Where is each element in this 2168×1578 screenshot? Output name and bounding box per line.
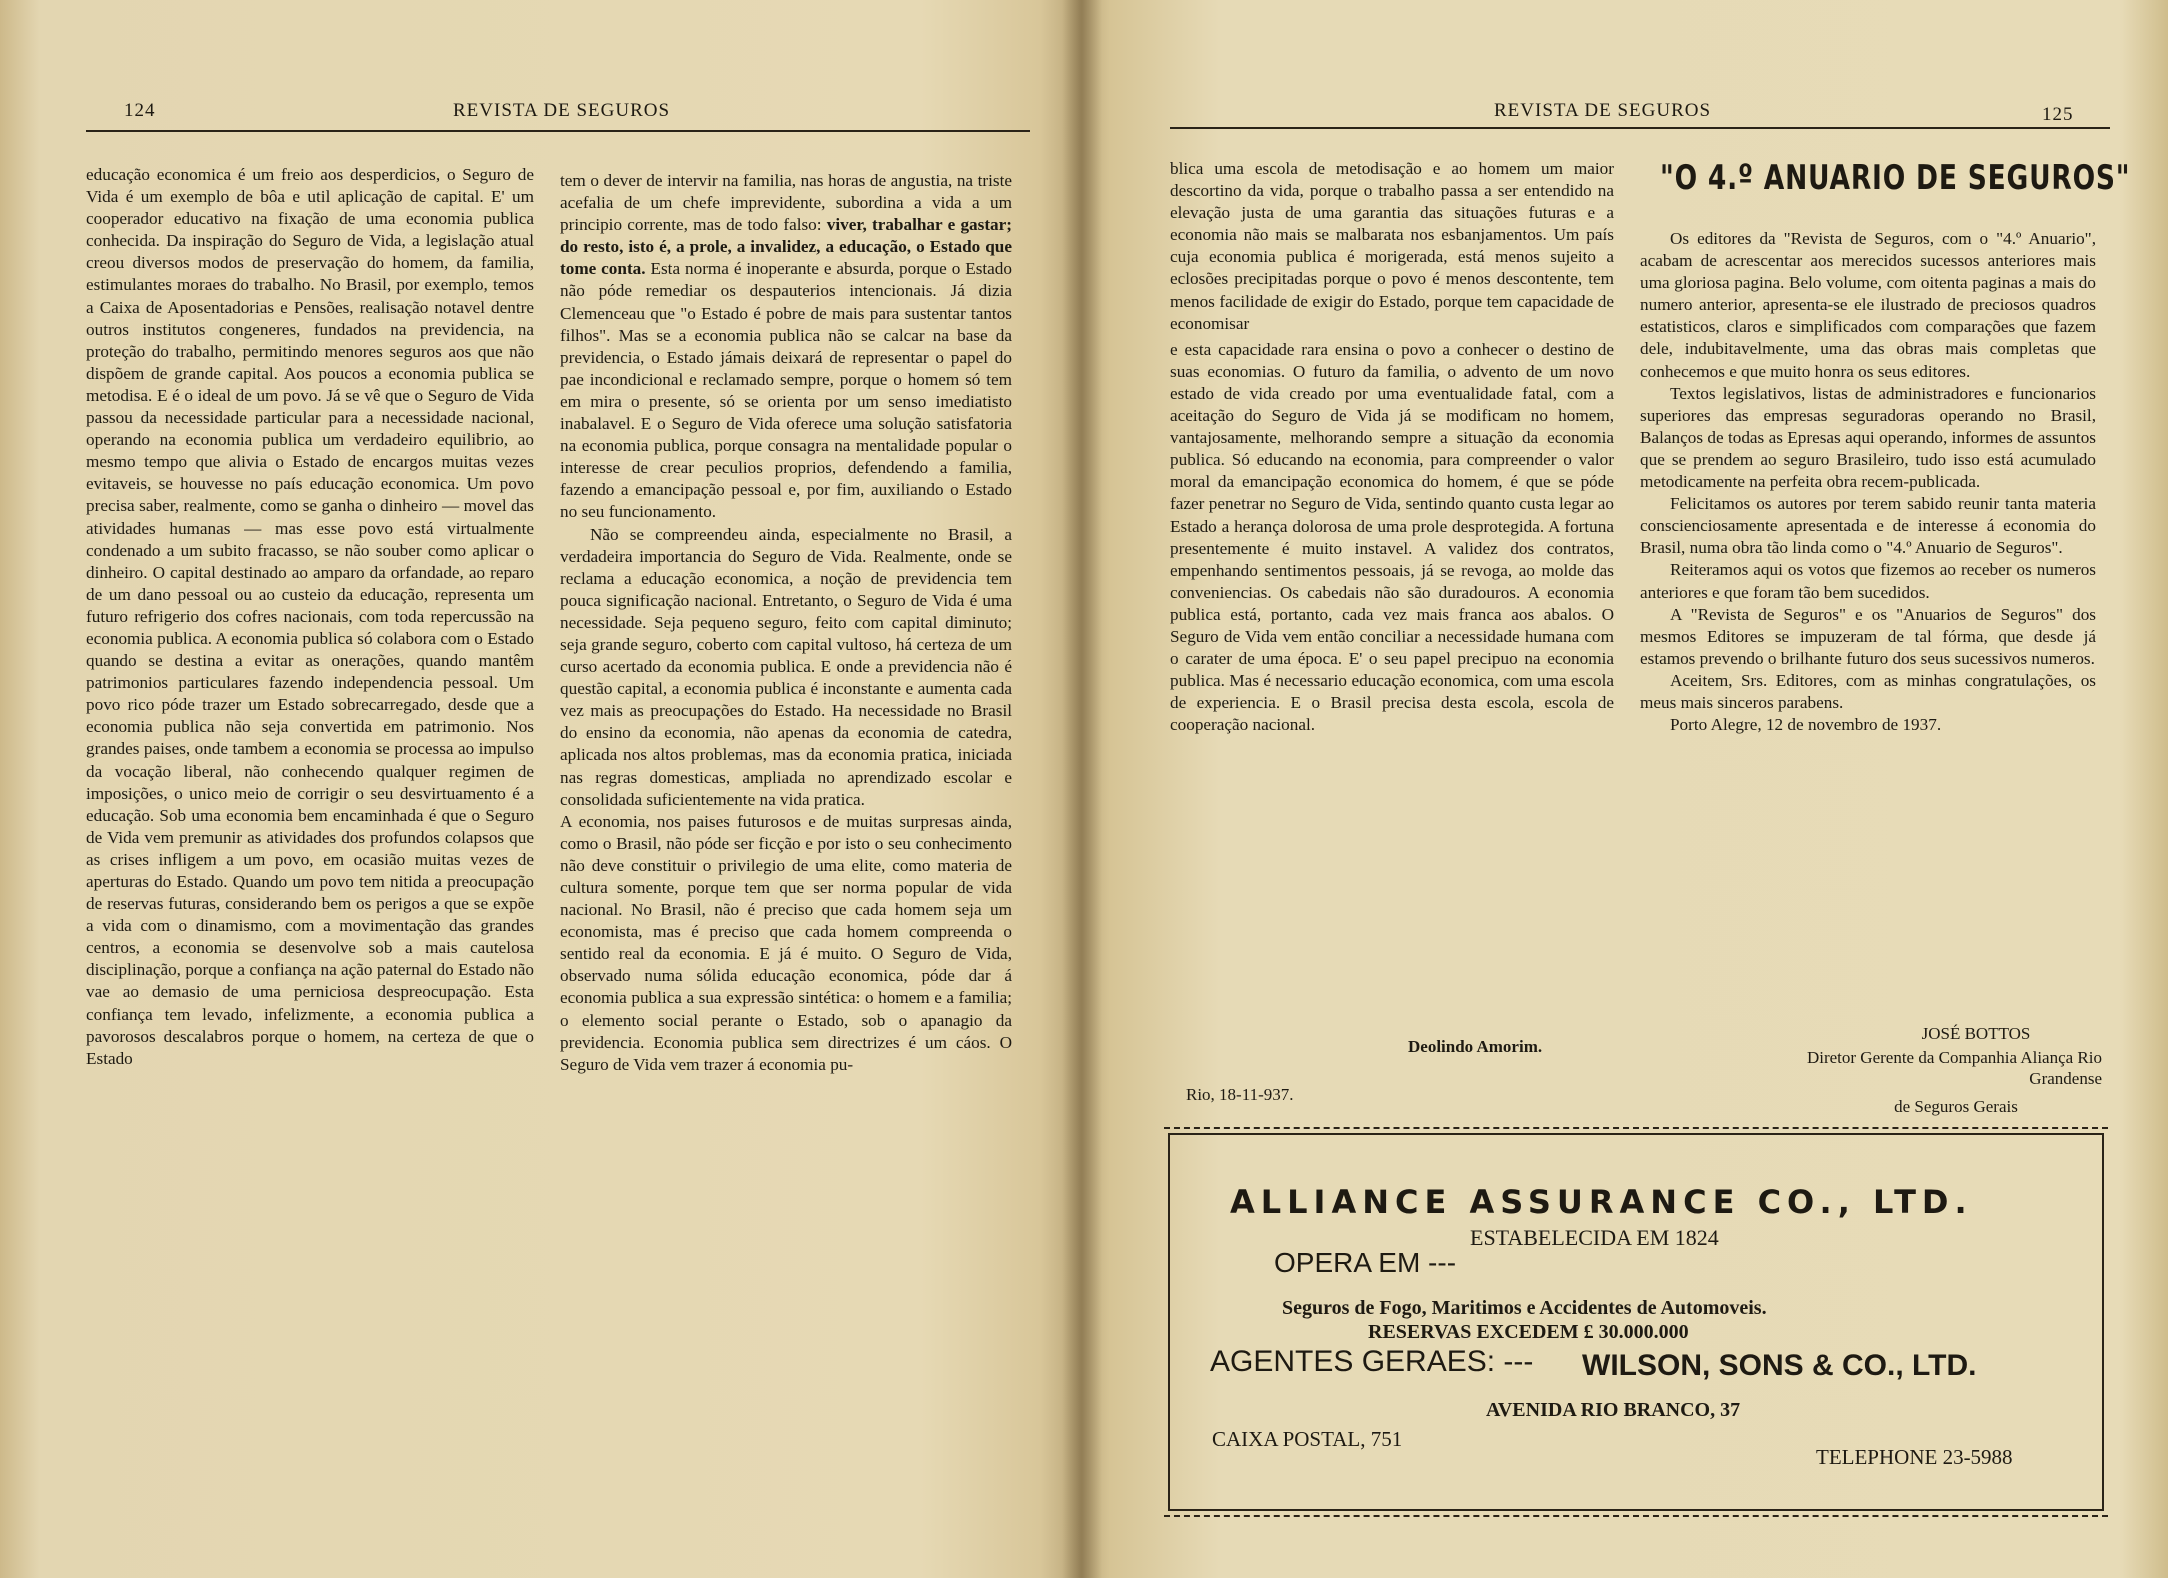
running-head: REVISTA DE SEGUROS	[453, 100, 671, 121]
paragraph: educação economica é um freio aos desperdicios, o Seguro de Vida é um exemplo de bôa e util aplicação de capital. E' um cooperador educativo na fixação de uma economia publica conhecida. Da inspiração do Seguro de Vida, a legislação atual creou diversos modos de preservação do homem, da familia, estimulantes moraes do trabalho. No Brasil, por exemplo, temos a Caixa de Aposentadorias e Pensões, realisação notavel dentre outros institutos congeneres, fundados na previdencia, na proteção do trabalho, permitindo menores seguros aos que não dispõem de grande capital. Aos poucos a economia publica se metodisa. E é o ideal de um povo. Já se vê que o Seguro de Vida passou da necessidade particular para a necessidade nacional, operando na economia publica um verdadeiro equilibrio, ao mesmo tempo que alivia o Estado de encargos muitas vezes evitaveis, se houvesse no país educação economica. Um povo precisa saber, realmente, como se ganha o dinheiro — movel das atividades humanas — mas esse povo está virtualmente condenado a um subito fracasso, se não souber como aplicar o dinheiro. O capital destinado ao amparo da orfandade, ao reparo de um dano pessoal ou ao custeio da educação, representa um futuro refrigerio dos cofres nacionais, com toda repercussão na economia publica. A economia publica só colabora com o Estado quando se destina a evitar as onerações, quando mantêm patrimonios particulares fazendo independencia pessoal. Um povo rico póde trazer um Estado sobrecarregado, desde que a economia publica não seja convertida em patrimonio. Nos grandes paises, onde tambem a economia se processa ao impulso da vocação liberal, não conhecendo qualquer regimen de imposições, o unico meio de corrigir o seu desvirtuamento é a educação. Sob uma economia bem encaminhada é que o Seguro de Vida vem premunir as atividades dos profundos colapsos que as crises infligem a um povo, em ocasião muitas vezes de aperturas do Estado. Quando um povo tem nitida a preocupação de reservas futuras, considerando bem os perigos a que se expõe a vida com o dinamismo, com a movimentação das grandes centros, a economia se desenvolve sob a mais cautelosa disciplinação, porque a confiança na ação paternal do Estado não vae ao demasio de uma perniciosa despreocupação. Esta confiança tem levado, infelizmente, a economia publica a pavorosos descalabros porque o homem, na certeza de que o Estado	[86, 165, 534, 1068]
right-column-1	[1170, 158, 1614, 736]
ad-company: ALLIANCE ASSURANCE CO., LTD.	[1230, 1183, 1973, 1221]
text-run: tem o dever de intervir na familia, nas horas de angustia, na triste acefalia de um chefe imprevidente, subordina a vida a um principio corrente, mas de todo falso:	[560, 171, 1012, 235]
page-number: 124	[124, 100, 156, 121]
paragraph: Porto Alegre, 12 de novembro de 1937.	[1670, 715, 1942, 735]
closing-title: Diretor Gerente da Companhia Aliança Rio Grandense	[1806, 1048, 2102, 1088]
article-title: "O 4.º ANUARIO DE SEGUROS"	[1660, 158, 2131, 198]
ad-address: AVENIDA RIO BRANCO, 37	[1486, 1399, 1741, 1421]
paragraph: Aceitem, Srs. Editores, com as minhas congratulações, os meus mais sinceros parabens.	[1640, 670, 2096, 712]
paragraph: Textos legislativos, listas de administradores e funcionarios superiores das empresas seguradoras operando no Brasil, Balanços de todas as Epresas aqui operando, informes de assuntos que se prendem ao seguro Brasileiro, tudo isso está acumulado metodicamente na perfeita obra recem-publicada.	[1640, 383, 2096, 492]
left-column-2	[560, 170, 1012, 1076]
header-rule	[1170, 127, 2110, 129]
ad-border-top	[1164, 1127, 2108, 1129]
ad-reserves: RESERVAS EXCEDEM £ 30.000.000	[1368, 1321, 1689, 1343]
paragraph: Não se compreendeu ainda, especialmente no Brasil, a verdadeira importancia do Seguro de Vida. Realmente, onde se reclama a educação economica, a noção de previdencia tem pouca significação nacional. Entretanto, o Seguro de Vida é uma necessidade. Seja pequeno seguro, feito com capital diminuto; seja grande seguro, coberto com capital vultoso, há certeza de um curso acertado da economia publica. E onde a previdencia não é questão capital, a economia publica é inconstante e aumenta cada vez mais as preocupações do Estado. Ha necessidade no Brasil do ensino da economia, não apenas da economia de catedra, aplicada nos altos problemas, mas da economia pratica, iniciada nas regras domesticas, ampliada no aprendizado escolar e consolidada suficientemente na vida pratica.	[560, 524, 1012, 809]
paragraph: Reiteramos aqui os votos que fizemos ao receber os numeros anteriores e que foram tão bem sucedidos.	[1640, 560, 2096, 602]
ad-agents-name: WILSON, SONS & CO., LTD.	[1582, 1349, 1977, 1382]
paragraph: Os editores da "Revista de Seguros, com o "4.º Anuario", acabam de acrescentar aos merecidos sucessos anteriores mais uma gloriosa pagina. Belo volume, com oitenta paginas a mais do numero anterior, apresenta-se ele ilustrado de preciosos quadros estatisticos, claros e simplificados com comparações que fazem dele, indubitavelmente, uma das obras mais completas que conhecemos e que muito honra os seus editores.	[1640, 229, 2096, 381]
header-rule	[86, 130, 1030, 132]
ad-po-box: CAIXA POSTAL, 751	[1212, 1427, 1403, 1451]
text-run: Esta norma é inoperante e absurda, porque o Estado não póde remediar os despauterios intencionais. Já dizia Clemenceau que "o Estado é pobre de mais para sustentar tantos filhos". Mas se a economia publica não se calcar na base da previdencia, o Estado jámais deixará de representar o papel do pae incondicional e reclamado sempre, porque o homem só tem em mira o presente, só se orienta por um senso imediatisto inabalavel. E o Seguro de Vida oferece uma solução satisfatoria na economia publica, porque consagra na mentalidade popular o interesse de crear peculios proprios, defendendo a familia, fazendo a emancipação pessoal e, por fim, auxiliando o Estado no seu funcionamento.	[560, 259, 1012, 522]
ad-business-lines: Seguros de Fogo, Maritimos e Accidentes de Automoveis.	[1282, 1297, 1767, 1319]
closing-company: de Seguros Gerais	[1894, 1097, 2018, 1116]
left-column-1	[86, 164, 534, 1070]
paragraph: A "Revista de Seguros" e os "Anuarios de Seguros" dos mesmos Editores se impuzeram de tal fórma, que desde já estamos prevendo o brilhante futuro dos seus sucessivos numeros.	[1640, 604, 2096, 668]
ad-telephone: TELEPHONE 23-5988	[1816, 1445, 2013, 1469]
book-gutter	[1062, 0, 1102, 1578]
ad-established: ESTABELECIDA EM 1824	[1470, 1225, 1719, 1250]
right-column-2	[1640, 228, 2096, 736]
emphasis-text: viver, trabalhar e gastar; do resto, isto é, a prole, a invalidez, a educação, o Estado que tome conta.	[560, 215, 1012, 279]
advertisement	[1168, 1133, 2104, 1511]
paragraph: A economia, nos paises futurosos e de muitas surpresas ainda, como o Brasil, não póde ser ficção e por isto o seu conhecimento não deve constituir o privilegio de uma elite, como materia de cultura somente, porque tem que ser norma popular de vida nacional. No Brasil, não é preciso que cada homem seja um economista, mas é preciso que cada homem compreenda o sentido real da economia. E já é muito. O Seguro de Vida, observado numa sólida educação economica, póde dar á economia publica a sua expressão sintética: o homem e a familia; o elemento social perante o Estado, sob o apanagio da previdencia. Economia publica sem directrizes é um cáos. O Seguro de Vida vem trazer á economia pu-	[560, 811, 1012, 1074]
running-head: REVISTA DE SEGUROS	[1494, 100, 1712, 121]
paragraph	[560, 170, 1012, 524]
paragraph: blica uma escola de metodisação e ao homem um maior descortino da vida, porque o trabalho passa a ser entendido na elevação justa de uma garantia das situações futuras e a economia não mais se malbarata nos esbanjamentos. Um país cuja economia publica é morigerada, está menos sujeito a eclosões precipitadas porque o povo é menos descontente, tem menos facilidade de exigir do Estado, porque tem capacidade de economisar	[1170, 159, 1614, 333]
ad-agents-label: AGENTES GERAES: ---	[1210, 1345, 1534, 1378]
author-signature: Deolindo Amorim.	[1408, 1037, 1543, 1056]
ad-opera-em: OPERA EM ---	[1274, 1247, 1457, 1278]
left-page	[0, 0, 1080, 1578]
place-date: Rio, 18-11-937.	[1186, 1085, 1294, 1104]
closing-name: JOSÉ BOTTOS	[1921, 1024, 2031, 1043]
ad-border-bottom	[1164, 1515, 2108, 1517]
page-number: 125	[2042, 104, 2074, 125]
paragraph: e esta capacidade rara ensina o povo a conhecer o destino de suas economias. O futuro da familia, o advento de um novo estado de vida creado por uma eventualidade fatal, com a aceitação do Seguro de Vida já se modificam no homem, vantajosamente, melhorando sempre a situação da economia publica. Só educando na economia, para compreender o valor moral da emancipação economica do homem, é que se póde fazer penetrar no Seguro de Vida, sentindo quanto custa legar ao Estado a herança dolorosa de uma prole desprotegida. A fortuna presentemente é muito instavel. A validez dos contratos, empenhando sentimentos pessoais, já se revoga, ao molde das conveniencias. Os cabedais não são duradouros. A economia publica está, portanto, cada vez mais franca aos abalos. O Seguro de Vida vem então conciliar a necessidade humana com o carater de uma época. E' o seu papel precipuo na economia publica. Mas é necessario educação economica, com uma escola de experiencia. E o Brasil precisa desta escola, escola de cooperação nacional.	[1170, 339, 1614, 735]
paragraph: Felicitamos os autores por terem sabido reunir tanta materia conscienciosamente apresentada e de interesse á economia do Brasil, numa obra tão linda como o "4.º Anuario de Seguros".	[1640, 494, 2096, 558]
